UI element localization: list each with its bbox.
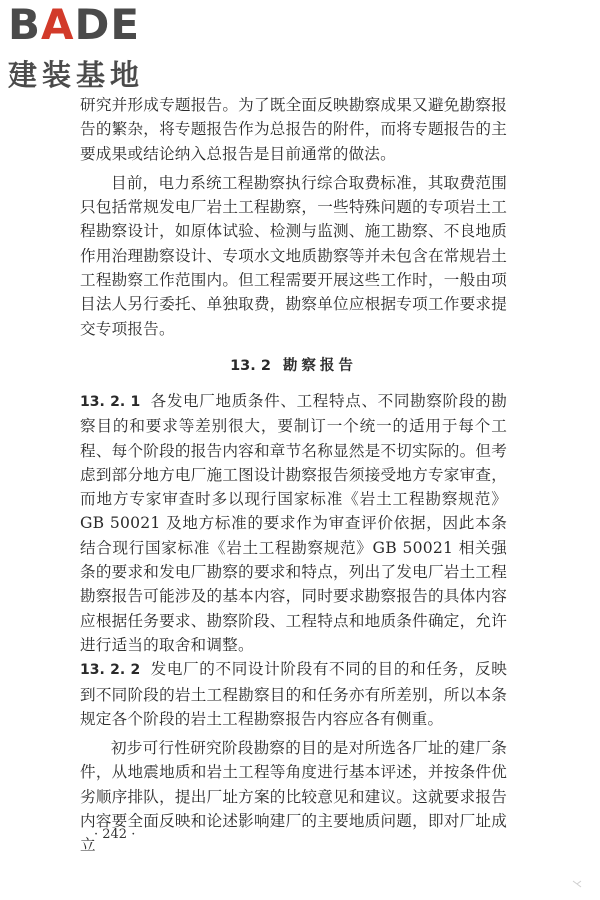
- logo-letters-de: DE: [74, 0, 141, 49]
- logo-subtitle: 建装基地: [8, 58, 145, 92]
- clause-number: 13. 2. 1: [80, 393, 141, 410]
- corner-mark-icon: [572, 880, 582, 888]
- section-heading: [80, 355, 507, 377]
- section-title: 勘察报告: [282, 357, 357, 374]
- section-number: 13. 2: [230, 357, 271, 374]
- paragraph-fee-scope: 目前，电力系统工程勘察执行综合取费标准，其取费范围只包括常规发电厂岩土工程勘察，一些特殊问题的专项岩土工程勘察设计，如原体试验、检测与监测、施工勘察、不良地质作用治理勘察设计、专项水文地质勘察等并未包含在常规岩土工程勘察工作范围内。但工程需要开展这些工作时，一般由项目法人另行委托、单独取费，勘察单位应根据专项工作要求提交专项报告。: [80, 173, 507, 338]
- page-body: [80, 93, 507, 858]
- clause-text: 各发电厂地质条件、工程特点、不同勘察阶段的勘察目的和要求等差别很大，要制订一个统一的适用于每个工程、每个阶段的报告内容和章节名称显然是不切实际的。但考虑到部分地方电厂施工图设计勘察报告须接受地方专家审查，而地方专家审查时多以现行国家标准《岩土工程勘察规范》GB 50021 及地方标准的要求作为审查评价依据，因此本条结合现行国家标准《岩土工程勘察规范》GB 50021 相关强条的要求和发电厂勘察的要求和特点，列出了发电厂岩土工程勘察报告可能涉及的基本内容，同时要求勘察报告的具体内容应根据任务要求、勘察阶段、工程特点和地质条件确定，允许进行适当的取舍和调整。: [80, 391, 507, 654]
- logo-wordmark: [8, 0, 140, 50]
- publisher-logo: [8, 0, 183, 96]
- page-number: · 242 ·: [94, 827, 136, 842]
- clause-number: 13. 2. 2: [80, 662, 141, 679]
- clause-text: 发电厂的不同设计阶段有不同的目的和任务，反映到不同阶段的岩土工程勘察目的和任务亦有所差别，所以本条规定各个阶段的岩土工程勘察报告内容应各有侧重。: [80, 660, 507, 728]
- clause-13-2-1: [80, 389, 507, 657]
- paragraph-preliminary-feasibility: 初步可行性研究阶段勘察的目的是对所选各厂址的建厂条件，从地震地质和岩土工程等角度进行基本评述，并按条件优劣顺序排队，提出厂址方案的比较意见和建议。这就要求报告内容要全面反映和论述影响建厂的主要地质问题，即对厂址成立: [80, 739, 507, 855]
- logo-letter-b: B: [8, 0, 42, 49]
- logo-letter-a: A: [41, 0, 75, 49]
- clause-13-2-2: [80, 657, 507, 731]
- paragraph-continued: 研究并形成专题报告。为了既全面反映勘察成果又避免勘察报告的繁杂，将专题报告作为总报告的附件，而将专题报告的主要成果或结论纳入总报告是目前通常的做法。: [80, 96, 507, 163]
